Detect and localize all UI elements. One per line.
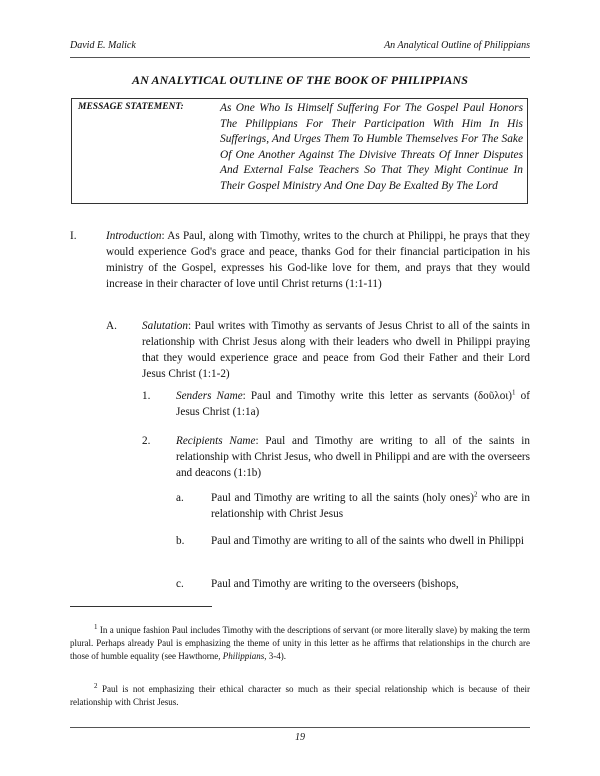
outline-text-a2: who are in relationship with Christ Jesus [211,492,530,520]
outline-item-c: Paul and Timothy are writing to the overseers (bishops, [211,578,459,590]
footnote-ref-2[interactable]: 2 [474,490,478,499]
outline-item-1 [176,388,530,420]
page-title: AN ANALYTICAL OUTLINE OF THE BOOK OF PHILIPPIANS [131,73,469,87]
footnote-1 [70,624,530,663]
outline-marker-I: I. [70,230,77,242]
outline-heading-A: Salutation [142,320,188,332]
header-rule [70,57,530,58]
footer-rule [70,727,530,728]
footnote-ref-1[interactable]: 1 [512,388,516,397]
outline-text-A: : Paul writes with Timothy as servants of Jesus Christ to all of the saints in relationship with Christ Jesus along with their leaders who dwell in Philippi praying that they would experience grace and peace from God their Father and their Lord Jesus Christ (1:1-2) [142,320,530,380]
outline-text-2: : Paul and Timothy are writing to all of the saints in relationship with Christ Jesus, who dwell in Philippi and are with the overseers and deacons (1:1b) [176,435,530,479]
message-statement-label: MESSAGE STATEMENT: [78,102,184,112]
outline-marker-c: c. [176,578,184,590]
outline-item-2 [176,433,530,481]
footnote-rule [70,606,212,607]
outline-heading-2: Recipients Name [176,435,256,447]
running-header-title: An Analytical Outline of Philippians [384,40,530,51]
outline-marker-A: A. [106,320,117,332]
outline-marker-1: 1. [142,390,151,402]
footnote-1-text-b: , 3-4). [264,651,286,661]
outline-text-I: : As Paul, along with Timothy, writes to the church at Philippi, he prays that they would experience God's grace and peace, thanks God for their financial participation in his ministry of the Gospel, expresses his God-like love for them, and prays that they would increase in their character of love until Christ returns (1:1-11) [106,230,530,290]
footnote-1-text-a: In a unique fashion Paul includes Timothy with the descriptions of servant (or more literally slave) by making the term plural. Perhaps already Paul is emphasizing the theme of unity in this letter as he affirms that relationships in the church are those of humble equality (see Hawthorne, [70,625,530,661]
outline-item-a [211,490,530,522]
message-statement-box [71,98,528,204]
outline-marker-b: b. [176,535,185,547]
outline-marker-2: 2. [142,435,151,447]
outline-item-I [106,228,530,292]
page-number: 19 [295,732,305,743]
outline-text-1a: : Paul and Timothy write this letter as servants (δοῦλοι) [242,390,513,402]
footnote-1-number: 1 [94,623,98,631]
outline-text-a1: Paul and Timothy are writing to all the saints (holy ones) [211,492,475,504]
outline-text-1b: of Jesus Christ (1:1a) [176,390,530,418]
outline-marker-a: a. [176,492,184,504]
outline-item-A [142,318,530,382]
outline-item-b: Paul and Timothy are writing to all of the saints who dwell in Philippi [211,535,524,547]
message-statement-text: As One Who Is Himself Suffering For The Gospel Paul Honors The Philippians For Their Participation With Him In His Sufferings, And Urges Them To Humble Themselves For The Sake Of One Another Against The Divisive Threats Of Inner Disputes And External False Teachers So That They Might Continue In Their Gospel Ministry And One Day Be Exalted By The Lord [220,102,523,192]
footnote-2-text: Paul is not emphasizing their ethical character so much as their special relationship which is because of their relationship with Christ Jesus. [70,684,530,707]
outline-heading-I: Introduction [106,230,162,242]
footnote-1-italic: Philippians [222,651,265,661]
footnote-2-number: 2 [94,682,98,690]
running-header-author: David E. Malick [70,40,136,51]
footnote-2 [70,683,530,709]
outline-heading-1: Senders Name [176,390,243,402]
